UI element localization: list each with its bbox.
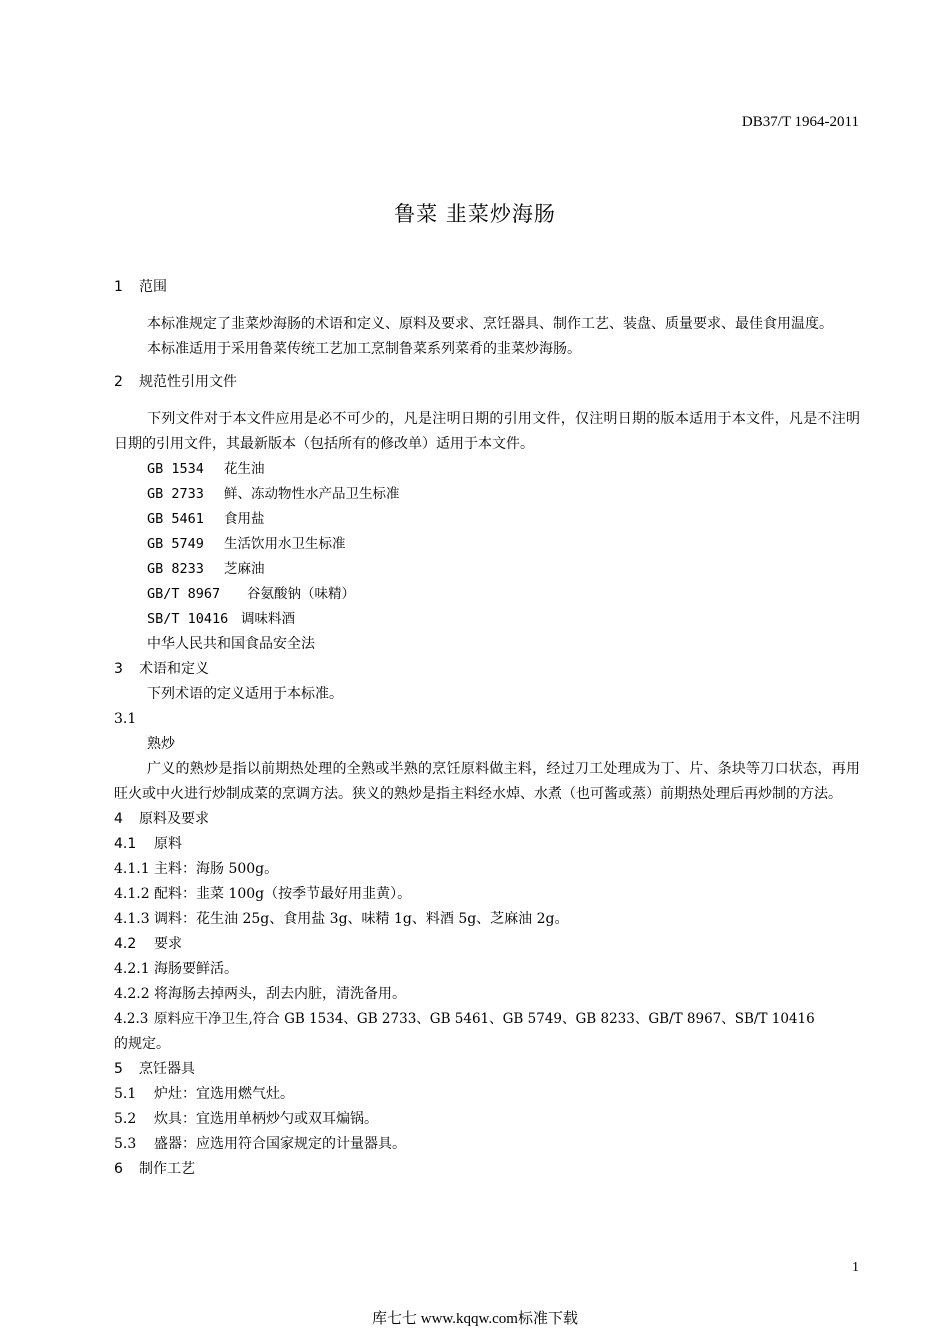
clause-4-2-2 (114, 982, 860, 1007)
reference-code: SB/T 10416 (147, 611, 229, 627)
clause-4-2-1 (114, 957, 860, 982)
section-number: 4 (114, 811, 123, 827)
clause-5-2 (114, 1107, 860, 1132)
reference-name: 谷氨酸钠（味精） (247, 586, 355, 602)
subsection-title: 原料 (154, 836, 182, 852)
reference-code: GB/T 8967 (147, 586, 221, 602)
document-code: DB37/T 1964-2011 (741, 114, 859, 130)
reference-item (114, 607, 860, 632)
paragraph-references: 下列文件对于本文件应用是必不可少的，凡是注明日期的引用文件，仅注明日期的版本适用于本文件，凡是不注明日期的引用文件，其最新版本（包括所有的修改单）适用于本文件。 (114, 411, 860, 452)
clause-text: 原料应干净卫生,符合 GB 1534、GB 2733、GB 5461、GB 5749、GB 8233、GB/T 8967、SB/T 10416 (154, 1011, 815, 1027)
clause-text: 将海肠去掉两头，刮去内脏，清洗备用。 (154, 986, 406, 1002)
section-number: 2 (114, 374, 123, 390)
clause-number: 4.1.3 (114, 911, 150, 927)
reference-name: 花生油 (224, 461, 265, 477)
clause-number: 4.2.3 (114, 1011, 149, 1027)
section-heading-4 (114, 807, 860, 832)
clause-text: 配料：韭菜 100g（按季节最好用韭黄）。 (154, 886, 412, 902)
footer-watermark: 库七七 www.kqqw.com标准下载 (372, 1311, 578, 1327)
clause-number: 4.2.2 (114, 986, 150, 1002)
clause-text: 炊具：宜选用单柄炒勺或双耳煸锅。 (154, 1111, 378, 1127)
reference-name: 鲜、冻动物性水产品卫生标准 (224, 486, 400, 502)
section-heading-1 (114, 275, 860, 300)
section-title: 制作工艺 (139, 1161, 195, 1177)
clause-number: 4.1.1 (114, 861, 150, 877)
reference-item (114, 532, 860, 557)
page-title: 鲁菜 韭菜炒海肠 (394, 202, 556, 226)
subsection-number: 4.1 (114, 836, 137, 852)
subsection-4-1 (114, 832, 860, 857)
reference-item (114, 457, 860, 482)
reference-item (114, 582, 860, 607)
page-number: 1 (852, 1260, 859, 1275)
section-heading-6 (114, 1157, 860, 1182)
clause-number: 5.3 (114, 1136, 137, 1152)
term-name: 熟炒 (147, 736, 175, 752)
reference-item (114, 482, 860, 507)
paragraph-terms: 下列术语的定义适用于本标准。 (147, 686, 343, 702)
section-number: 1 (114, 279, 123, 295)
subsection-4-2 (114, 932, 860, 957)
clause-5-3 (114, 1132, 860, 1157)
section-title: 烹饪器具 (139, 1061, 195, 1077)
section-title: 范围 (139, 279, 167, 295)
clause-text: 主料：海肠 500g。 (154, 861, 279, 877)
clause-text: 调料：花生油 25g、食用盐 3g、味精 1g、料酒 5g、芝麻油 2g。 (154, 911, 569, 927)
clause-4-1-3 (114, 907, 860, 932)
clause-text: 海肠要鲜活。 (154, 961, 238, 977)
clause-4-2-3-continuation: 的规定。 (114, 1036, 170, 1052)
clause-4-2-3 (114, 1007, 860, 1032)
paragraph-scope-1: 本标准规定了韭菜炒海肠的术语和定义、原料及要求、烹饪器具、制作工艺、装盘、质量要求、最佳食用温度。 (147, 316, 833, 332)
clause-number: 5.2 (114, 1111, 137, 1127)
section-number: 3 (114, 661, 123, 677)
section-heading-2 (114, 370, 860, 395)
subsection-title: 要求 (154, 936, 182, 952)
reference-code: GB 1534 (147, 461, 204, 477)
clause-4-1-1 (114, 857, 860, 882)
reference-item (114, 507, 860, 532)
clause-number: 4.1.2 (114, 886, 150, 902)
reference-law: 中华人民共和国食品安全法 (147, 636, 315, 652)
section-number: 6 (114, 1161, 123, 1177)
reference-code: GB 8233 (147, 561, 204, 577)
section-heading-3 (114, 657, 860, 682)
reference-name: 芝麻油 (224, 561, 265, 577)
section-title: 原料及要求 (139, 811, 209, 827)
clause-4-1-2 (114, 882, 860, 907)
section-title: 术语和定义 (139, 661, 209, 677)
reference-item (114, 557, 860, 582)
section-title: 规范性引用文件 (139, 374, 237, 390)
section-heading-5 (114, 1057, 860, 1082)
clause-number: 5.1 (114, 1086, 137, 1102)
reference-code: GB 5461 (147, 511, 204, 527)
reference-code: GB 5749 (147, 536, 204, 552)
reference-name: 调味料酒 (241, 611, 295, 627)
reference-name: 食用盐 (224, 511, 265, 527)
subsection-number: 3.1 (114, 711, 137, 727)
term-definition: 广义的熟炒是指以前期热处理的全熟或半熟的烹饪原料做主料，经过刀工处理成为丁、片、条块等刀口状态，再用旺火或中火进行炒制成菜的烹调方法。狭义的熟炒是指主料经水焯、水煮（也可酱或蒸）前期热处理后再炒制的方法。 (114, 761, 860, 802)
clause-text: 炉灶：宜选用燃气灶。 (154, 1086, 294, 1102)
document-body (114, 275, 860, 1182)
section-number: 5 (114, 1061, 123, 1077)
subsection-number: 4.2 (114, 936, 137, 952)
paragraph-scope-2: 本标准适用于采用鲁菜传统工艺加工烹制鲁菜系列菜肴的韭菜炒海肠。 (147, 341, 581, 357)
clause-text: 盛器：应选用符合国家规定的计量器具。 (154, 1136, 406, 1152)
reference-code: GB 2733 (147, 486, 204, 502)
clause-5-1 (114, 1082, 860, 1107)
reference-name: 生活饮用水卫生标准 (224, 536, 346, 552)
clause-number: 4.2.1 (114, 961, 150, 977)
